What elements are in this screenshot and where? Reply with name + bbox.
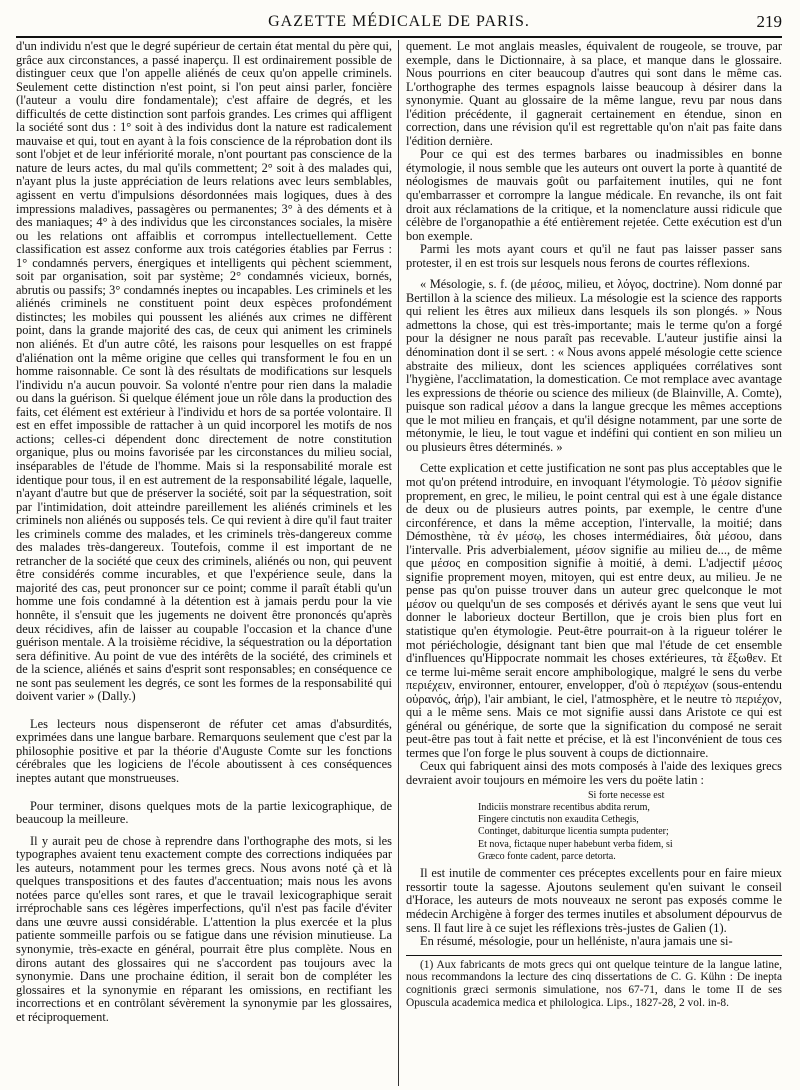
verse-line: Indiciis monstrare recentibus abdita rerum, [478, 801, 650, 813]
verse-line: Græco fonte cadent, parce detorta. [478, 851, 616, 863]
dictionary-quote: « Mésologie, s. f. (de μέσος, milieu, et λόγος, doctrine). Nom donné par Bertillon à la science des milieux. La mésologie est la science des rapports qui relient les êtres aux milieux dans lesquels ils son plongés. » Nous admettons la chose, qui est très-importante; mais le terme qu'on a forgé pour la désigner ne nous paraît pas recevable. L'auteur justifie ainsi la dénomination dont il se sert. : « Nous avons appelé mésologie cette science abstraite des milieux, dont les sciences appliquées corrélatives sont l'hygiène, l'acclimatation, la domestication. Ce mot remplace avec avantage les expressions de théorie ou science des milieux (de Blainville, A. Comte), puisque son radical μέσον a dans la langue grecque les mêmes acceptions que le mot milieu en français, et qu'il désigne notamment, par une sorte de métonymie, le lieu, le tout vague et indéfini qui contient en son milieu un ou plusieurs êtres déterminés. » [406, 277, 782, 454]
column-divider [398, 40, 399, 1086]
paragraph: Les lecteurs nous dispenseront de réfuter cet amas d'absurdités, exprimées dans une langue barbare. Remarquons seulement que c'est par la philosophie positive et par la théorie d'Auguste Comte sur les fonctions cérébrales que les logiciens de l'école aboutissent à ces conséquences ineptes autant que monstrueuses. [16, 716, 392, 785]
journal-title: GAZETTE MÉDICALE DE PARIS. [268, 13, 530, 30]
right-column [406, 40, 782, 1010]
paragraph: quement. Le mot anglais measles, équivalent de rougeole, se trouve, par exemple, dans le Dictionnaire, à sa place, et manque dans le glossaire. Nous pourrions en citer beaucoup d'autres qui sont dans le même cas. L'orthographe des termes espagnols laisse beaucoup à désirer dans la synonymie. Quant au glossaire de la même langue, revu par nous dans l'édition précédente, il gagnerait certainement en étendue, sinon en correction, dans une révision qu'il est regrettable qu'on n'ait pas faite dans l'édition dernière. [406, 39, 782, 148]
verse-line: Fingere cinctutis non exaudita Cethegis, [478, 814, 639, 826]
paragraph: Pour terminer, disons quelques mots de la partie lexicographique, de beaucoup la meilleure. [16, 798, 392, 827]
paragraph: Parmi les mots ayant cours et qu'il ne faut pas laisser passer sans protester, il en est trois sur lesquels nous ferons de courtes réflexions. [406, 242, 782, 270]
verse-line: Si forte necesse est [588, 789, 665, 801]
paragraph: Il est inutile de commenter ces préceptes excellents pour en faire mieux ressortir toute la sagesse. Ajoutons seulement qu'en suivant le conseil d'Horace, les auteurs de mots nouveaux ne seront pas exposés comme le médecin Archigène à forger des termes inutiles et absolument dépourvus de sens. Il faut lire à ce sujet les réflexions très-justes de Galien (1). [406, 866, 782, 935]
footnote: (1) Aux fabricants de mots grecs qui ont quelque teinture de la langue latine, nous recommandons la lecture des cinq dissertations de C. G. Kühn : De inepta cognitionis græci sermonis simulatione, nos 67-71, dans le tome II de ses Opuscula academica medica et philologica. Lips., 1827-28, 2 vol. in-8. [406, 958, 782, 1009]
latin-verse [406, 790, 782, 864]
page-number: 219 [756, 12, 782, 31]
verse-line: Et nova, fictaque nuper habebunt verba fidem, si [478, 838, 673, 850]
page-header [16, 10, 782, 38]
verse-line: Continget, dabiturque licentia sumpta pudenter; [478, 826, 669, 838]
paragraph: Il y aurait peu de chose à reprendre dans l'orthographe des mots, si les typographes avaient tenu exactement compte des corrections indiquées par les auteurs, notamment pour les termes grecs. Nous avons noté çà et là quelques transpositions et des fautes d'accentuation; mais nous les avons notées parce qu'elles sont rares, et que le travail lexicographique serait irréprochable sans ces légères imperfections, qu'il n'est pas facile d'éviter dans une œuvre aussi considérable. L'attention la plus exercée et la plus patiente sommeille parfois ou se fatigue dans une révision minutieuse. La synonymie, très-exacte en général, pourrait être plus complète. Nous en dirons autant des glossaires qui ne s'accordent pas toujours avec la synonymie. Dans une prochaine édition, il serait bon de compléter les glossaires et la synonymie en réparant les omissions, en rectifiant les incorrections et en contrôlant sévèrement la synonymie par les glossaires, et réciproquement. [16, 833, 392, 1024]
paragraph: Ceux qui fabriquent ainsi des mots composés à l'aide des lexiques grecs devraient avoir toujours en mémoire les vers du poëte latin : [406, 759, 782, 787]
left-column [16, 40, 392, 1024]
paragraph: Cette explication et cette justification ne sont pas plus acceptables que le mot qu'on prétend introduire, en invoquant l'étymologie. Τὸ μέσον signifie proprement, en grec, le milieu, le point central qui est à une égale distance de deux ou de plusieurs autres points, par exemple, le centre d'une circonférence, et dans la même acception, l'intervalle, la moitié; dans Démosthène, τὰ ἐν μέσῳ, les choses intermédiaires, διὰ μέσου, dans l'intervalle. Pris adverbialement, μέσον signifie au milieu de..., de même que μέσος en composition signifie à moitié, à demi. L'adjectif μέσος signifie proprement moyen, mitoyen, qui est entre deux, au milieu. Je ne pense pas qu'on puisse trouver dans un auteur grec quelconque le mot μέσον ou quelqu'un de ses composés et dérivés ayant le sens que veut lui donner le laborieux docteur Bertillon, que je crois bien plus fort en statistique qu'en étymologie. Peut-être pourrait-on à la rigueur tolérer le mot périéchologie, désignant tant bien que mal l'étude de cet ensemble d'influences qu'Hippocrate nommait les choses extérieures, τὰ ἔξωθεν. Et ce terme lui-même serait encore amphibologique, malgré le sens du verbe περιέχειν, environner, entourer, envelopper, d'où ὁ περιέχων (sous-entendu οὐρανός, ἀήρ), l'air ambiant, le ciel, l'atmosphère, et le neutre τὸ περιέχον, qui a le même sens. Mais ce mot signifie aussi dans Aristote ce qui est général ou générique, de sorte que la signification du composé ne serait peut-être pas tout à fait nette et précise, et là est l'inconvénient de tous ces termes que l'on forge le plus souvent à coups de dictionnaire. [406, 461, 782, 760]
paragraph: En résumé, mésologie, pour un helléniste, n'aura jamais une si- [420, 934, 733, 949]
paragraph: Pour ce qui est des termes barbares ou inadmissibles en bonne étymologie, il nous semble que les auteurs ont ouvert la porte à quantité de néologismes de mauvais goût ou parfaitement inutiles, qui ne font qu'embarrasser et corrompre la langue médicale. En revanche, ils ont fait droit aux réclamations de la critique, et la nomenclature aussi ridicule que célèbre de l'organopathie a été entièrement rejetée. Cette exécution est d'un bon exemple. [406, 147, 782, 243]
footnote-rule [406, 955, 782, 956]
paragraph: d'un individu n'est que le degré supérieur de certain état mental du père qui, grâce aux circonstances, a passé inaperçu. Il est ordinairement possible de distinguer ceux que l'on appelle aliénés de ceux qu'on appelle criminels. Seulement cette distinction n'est point, si l'on peut ainsi parler, foncière (l'auteur a voulu dire fondamentale); c'est affaire de degrés, et les difficultés de cette distinction sont parfois grandes. Les crimes qui affligent la société sont dus : 1° soit à des individus dont la nature est radicalement mauvaise et qui, tout en ayant à la fois conscience de la réprobation dont ils sont l'objet et de leur infériorité morale, n'ont pourtant pas conscience de la nature de leurs actes, du mal qu'ils commettent; 2° soit à des malades qui, n'ayant plus la juste appréciation de leurs relations avec leurs semblables, agissent en vertu d'impulsions désordonnées mais logiques, dues à des impressions maladives, passagères ou permanentes; 3° à des déments et à des maniaques; 4° à des individus que les circonstances sociales, la misère ou les relations ont affaiblis et corrompus intellectuellement. Cette classification est assez conforme aux trois catégories établies par Ferrus : 1° condamnés pervers, énergiques et intelligents qui pèchent sciemment, soit par organisation, soit par système; 2° condamnés vicieux, bornés, abrutis ou passifs; 3° condamnés ineptes ou incapables. Les criminels et les aliénés criminels ne constituent point deux espèces profondément distinctes; les mobiles qui poussent les aliénés aux crimes ne diffèrent point, dans la grande majorité des cas, de ceux qui animent les criminels non aliénés. Et d'un autre côté, les raisons pour lesquelles on est frappé d'aliénation ont la même origine que celles qui transforment le fou en un homme raisonnable. Ce sont là des résultats de modifications sur lesquels l'individu n'a aucun pouvoir. Sa volonté n'entre pour rien dans la maladie ou dans la guérison. Si quelque élément joue un rôle dans la production des faits, cet élément est extérieur à l'individu et hors de sa portée volontaire. Il est en effet impossible de rattacher à un quid incorporel les motifs de nos actions; celles-ci dépendent donc directement de notre constitution organique, plus ou moins favorisée par les circonstances du milieu social, inséparables de l'étude de l'homme. Mais si la responsabilité morale est identique pour tous, il en est autrement de la responsabilité légale, laquelle, n'ayant d'autre but que de préserver la société, soit par la séquestration, soit par l'intimidation, doit atteindre pareillement les aliénés criminels et les criminels non aliénés ou supposés tels. Ce qui revient à dire qu'il faut traiter les criminels comme des malades, et les criminels très-dangereux comme des malades très-dangereux. Toutefois, comme il est important de ne retrancher de la société que ceux des criminels, aliénés ou non, qui peuvent être considérés comme incurables, et que l'expérience seule, dans la majorité des cas, peut prononcer sur ce point; comme il paraît établi qu'un homme une fois condamné à la détention est à jamais perdu pour la vie honnête, il s'ensuit que les jugements ne doivent être prononcés qu'après deux récidives, afin de laisser au coupable l'occasion et la chance d'une guérison mentale. A la troisième récidive, la séquestration ou la déportation sera définitive. Au point de vue des intérêts de la société, des criminels et de la science, aliénés et sains d'esprit sont responsables; en conséquence ce ne sont pas seulement les degrés, ce sont les formes de la responsabilité qui doivent varier » (Dally.) [16, 39, 392, 704]
